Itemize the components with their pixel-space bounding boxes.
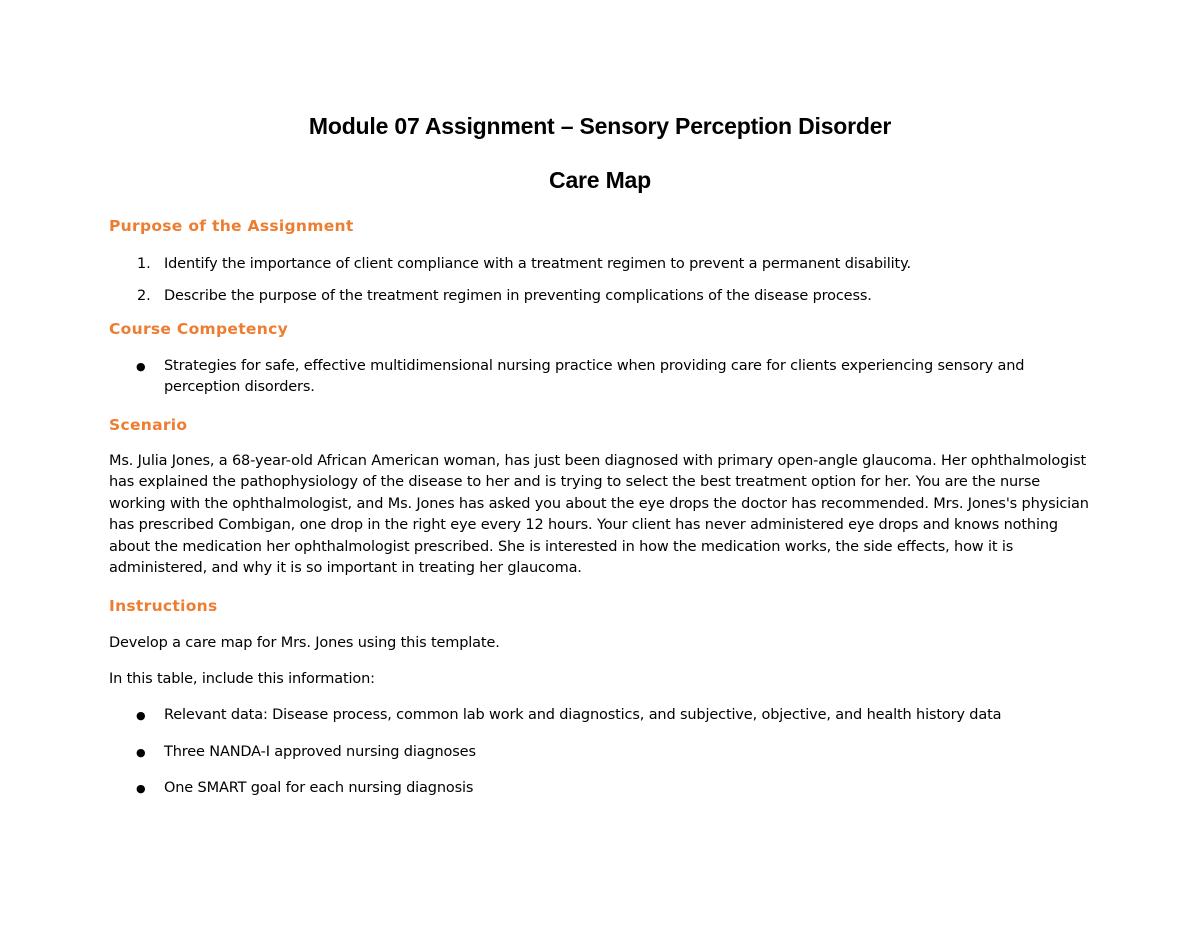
bullet-icon: ● <box>136 746 146 759</box>
document-subtitle: Care Map <box>549 167 651 193</box>
bullet-icon: ● <box>136 360 146 373</box>
scenario-heading: Scenario <box>109 416 188 434</box>
list-item-text: Three NANDA-I approved nursing diagnoses <box>164 744 476 760</box>
list-item <box>109 254 1099 275</box>
list-item-text: Relevant data: Disease process, common lab work and diagnostics, and subjective, objective, and health history data <box>164 707 1002 723</box>
instructions-heading: Instructions <box>109 597 218 615</box>
instructions-paragraph: Develop a care map for Mrs. Jones using this template. <box>109 635 500 651</box>
list-item <box>109 705 1099 726</box>
list-item <box>109 778 1099 799</box>
scenario-text: Ms. Julia Jones, a 68-year-old African American woman, has just been diagnosed with primary open-angle glaucoma. Her ophthalmologist has explained the pathophysiology of the disease to her and is trying to select the best treatment option for her. You are the nurse working with the ophthalmologist, and Ms. Jones has asked you about the eye drops the doctor has recommended. Mrs. Jones's physician has prescribed Combigan, one drop in the right eye every 12 hours. Your client has never administered eye drops and knows nothing about the medication her ophthalmologist prescribed. She is interested in how the medication works, the side effects, how it is administered, and why it is so important in treating her glaucoma. <box>109 453 1089 577</box>
bullet-icon: ● <box>136 782 146 795</box>
purpose-heading: Purpose of the Assignment <box>109 217 354 235</box>
list-item-text: Describe the purpose of the treatment regimen in preventing complications of the disease process. <box>164 288 872 304</box>
competency-heading: Course Competency <box>109 320 288 338</box>
bullet-icon: ● <box>136 709 146 722</box>
list-item-text: Identify the importance of client compliance with a treatment regimen to prevent a permanent disability. <box>164 256 911 272</box>
list-item-text: One SMART goal for each nursing diagnosis <box>164 780 474 796</box>
list-item-text: Strategies for safe, effective multidimensional nursing practice when providing care for clients experiencing sensory and perception disorders. <box>164 358 1025 396</box>
list-item <box>109 356 1099 399</box>
list-item <box>109 286 1099 307</box>
list-number: 1. <box>137 256 151 272</box>
document-title: Module 07 Assignment – Sensory Perception Disorder <box>308 113 892 139</box>
instructions-paragraph: In this table, include this information: <box>109 671 375 687</box>
list-number: 2. <box>137 288 151 304</box>
list-item <box>109 742 1099 763</box>
